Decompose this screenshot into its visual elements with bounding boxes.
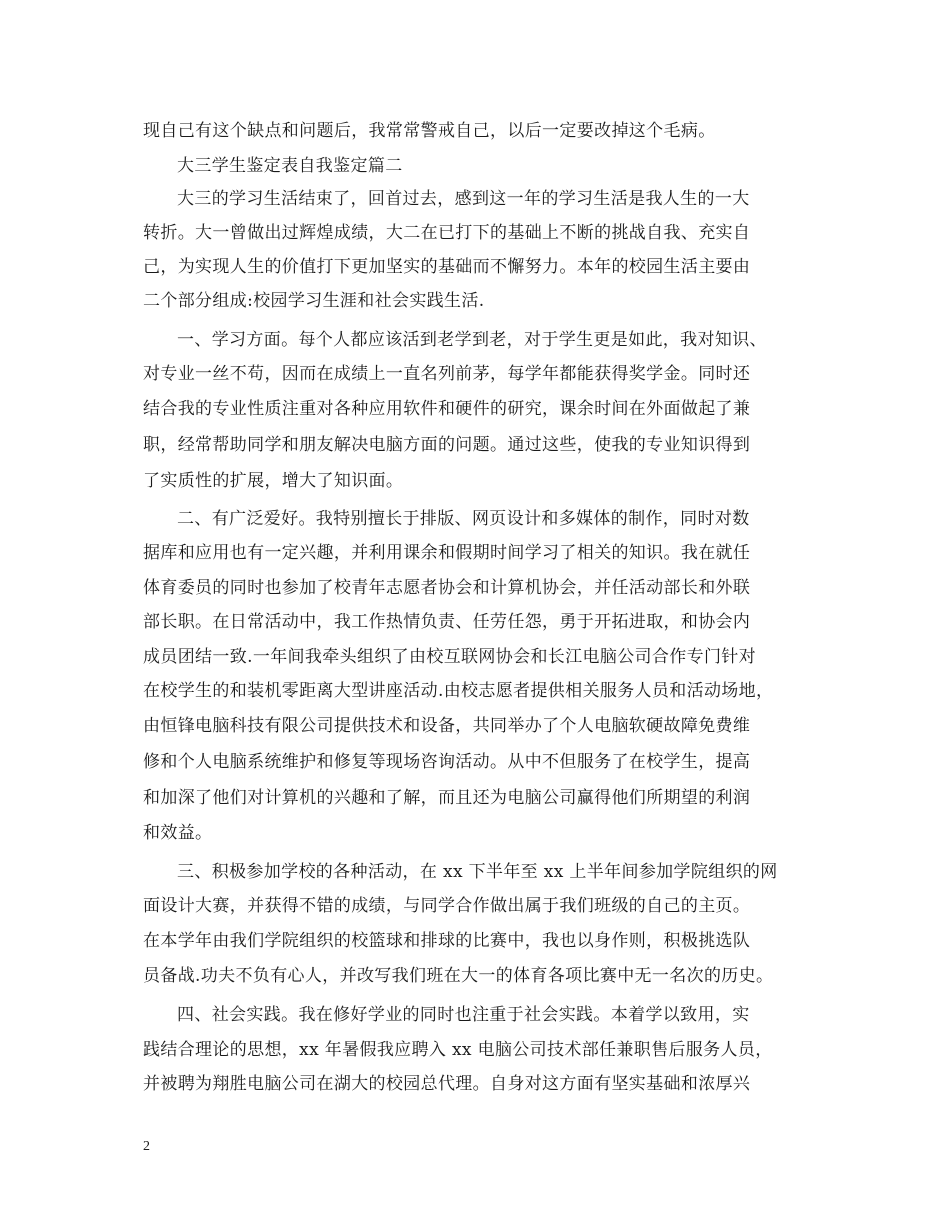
body-text-line: 了实质性的扩展，增大了知识面。 (143, 471, 404, 491)
body-text-line: 由恒锋电脑科技有限公司提供技术和设备，共同举办了个人电脑软硬故障免费维 (143, 716, 751, 736)
body-text-line: 结合我的专业性质注重对各种应用软件和硬件的研究，课余时间在外面做起了兼 (143, 399, 751, 419)
body-text-line: 转折。大一曾做出过辉煌成绩，大二在已打下的基础上不断的挑战自我、充实自 (143, 223, 751, 243)
body-text-line: 部长职。在日常活动中，我工作热情负责、任劳任怨，勇于开拓进取，和协会内 (143, 612, 751, 632)
body-text-line: 在校学生的和装机零距离大型讲座活动.由校志愿者提供相关服务人员和活动场地， (143, 681, 774, 701)
body-text-line: 二个部分组成:校园学习生涯和社会实践生活. (143, 291, 485, 311)
page-number: 2 (143, 1139, 150, 1154)
body-text-line: 体育委员的同时也参加了校青年志愿者协会和计算机协会，并任活动部长和外联 (143, 578, 751, 598)
body-text-line: 员备战.功夫不负有心人，并改写我们班在大一的体育各项比赛中无一名次的历史。 (143, 966, 774, 986)
body-text-line: 据库和应用也有一定兴趣，并利用课余和假期时间学习了相关的知识。我在就任 (143, 543, 751, 563)
body-text-line: 一、学习方面。每个人都应该活到老学到老，对于学生更是如此，我对知识、 (177, 330, 767, 350)
body-text-line: 并被聘为翔胜电脑公司在湖大的校园总代理。自身对这方面有坚实基础和浓厚兴 (143, 1074, 751, 1094)
body-text-line: 和加深了他们对计算机的兴趣和了解，而且还为电脑公司赢得他们所期望的利润 (143, 788, 751, 808)
body-text-line: 修和个人电脑系统维护和修复等现场咨询活动。从中不但服务了在校学生，提高 (143, 752, 751, 772)
body-text-line: 成员团结一致.一年间我牵头组织了由校互联网协会和长江电脑公司合作专门针对 (143, 647, 757, 667)
body-text-line: 己，为实现人生的价值打下更加坚实的基础而不懈努力。本年的校园生活主要由 (143, 257, 751, 277)
body-text-line: 四、社会实践。我在修好学业的同时也注重于社会实践。本着学以致用，实 (177, 1005, 750, 1025)
body-text-line: 践结合理论的思想，xx 年暑假我应聘入 xx 电脑公司技术部任兼职售后服务人员， (143, 1040, 773, 1060)
body-text-line: 对专业一丝不苟，因而在成绩上一直名列前茅，每学年都能获得奖学金。同时还 (143, 364, 751, 384)
body-text-line: 大三的学习生活结束了，回首过去，感到这一年的学习生活是我人生的一大 (177, 189, 750, 209)
body-text-line: 现自己有这个缺点和问题后，我常常警戒自己，以后一定要改掉这个毛病。 (143, 121, 716, 141)
body-text-line: 面设计大赛，并获得不错的成绩，与同学合作做出属于我们班级的自己的主页。 (143, 896, 751, 916)
body-text-line: 在本学年由我们学院组织的校篮球和排球的比赛中，我也以身作则，积极挑选队 (143, 931, 751, 951)
body-text-line: 三、积极参加学校的各种活动，在 xx 下半年至 xx 上半年间参加学院组织的网 (177, 862, 778, 882)
body-text-line: 二、有广泛爱好。我特别擅长于排版、网页设计和多媒体的制作，同时对数 (177, 509, 750, 529)
section-heading: 大三学生鉴定表自我鉴定篇二 (177, 156, 403, 176)
body-text-line: 职，经常帮助同学和朋友解决电脑方面的问题。通过这些，使我的专业知识得到 (143, 435, 751, 455)
body-text-line: 和效益。 (143, 823, 213, 843)
